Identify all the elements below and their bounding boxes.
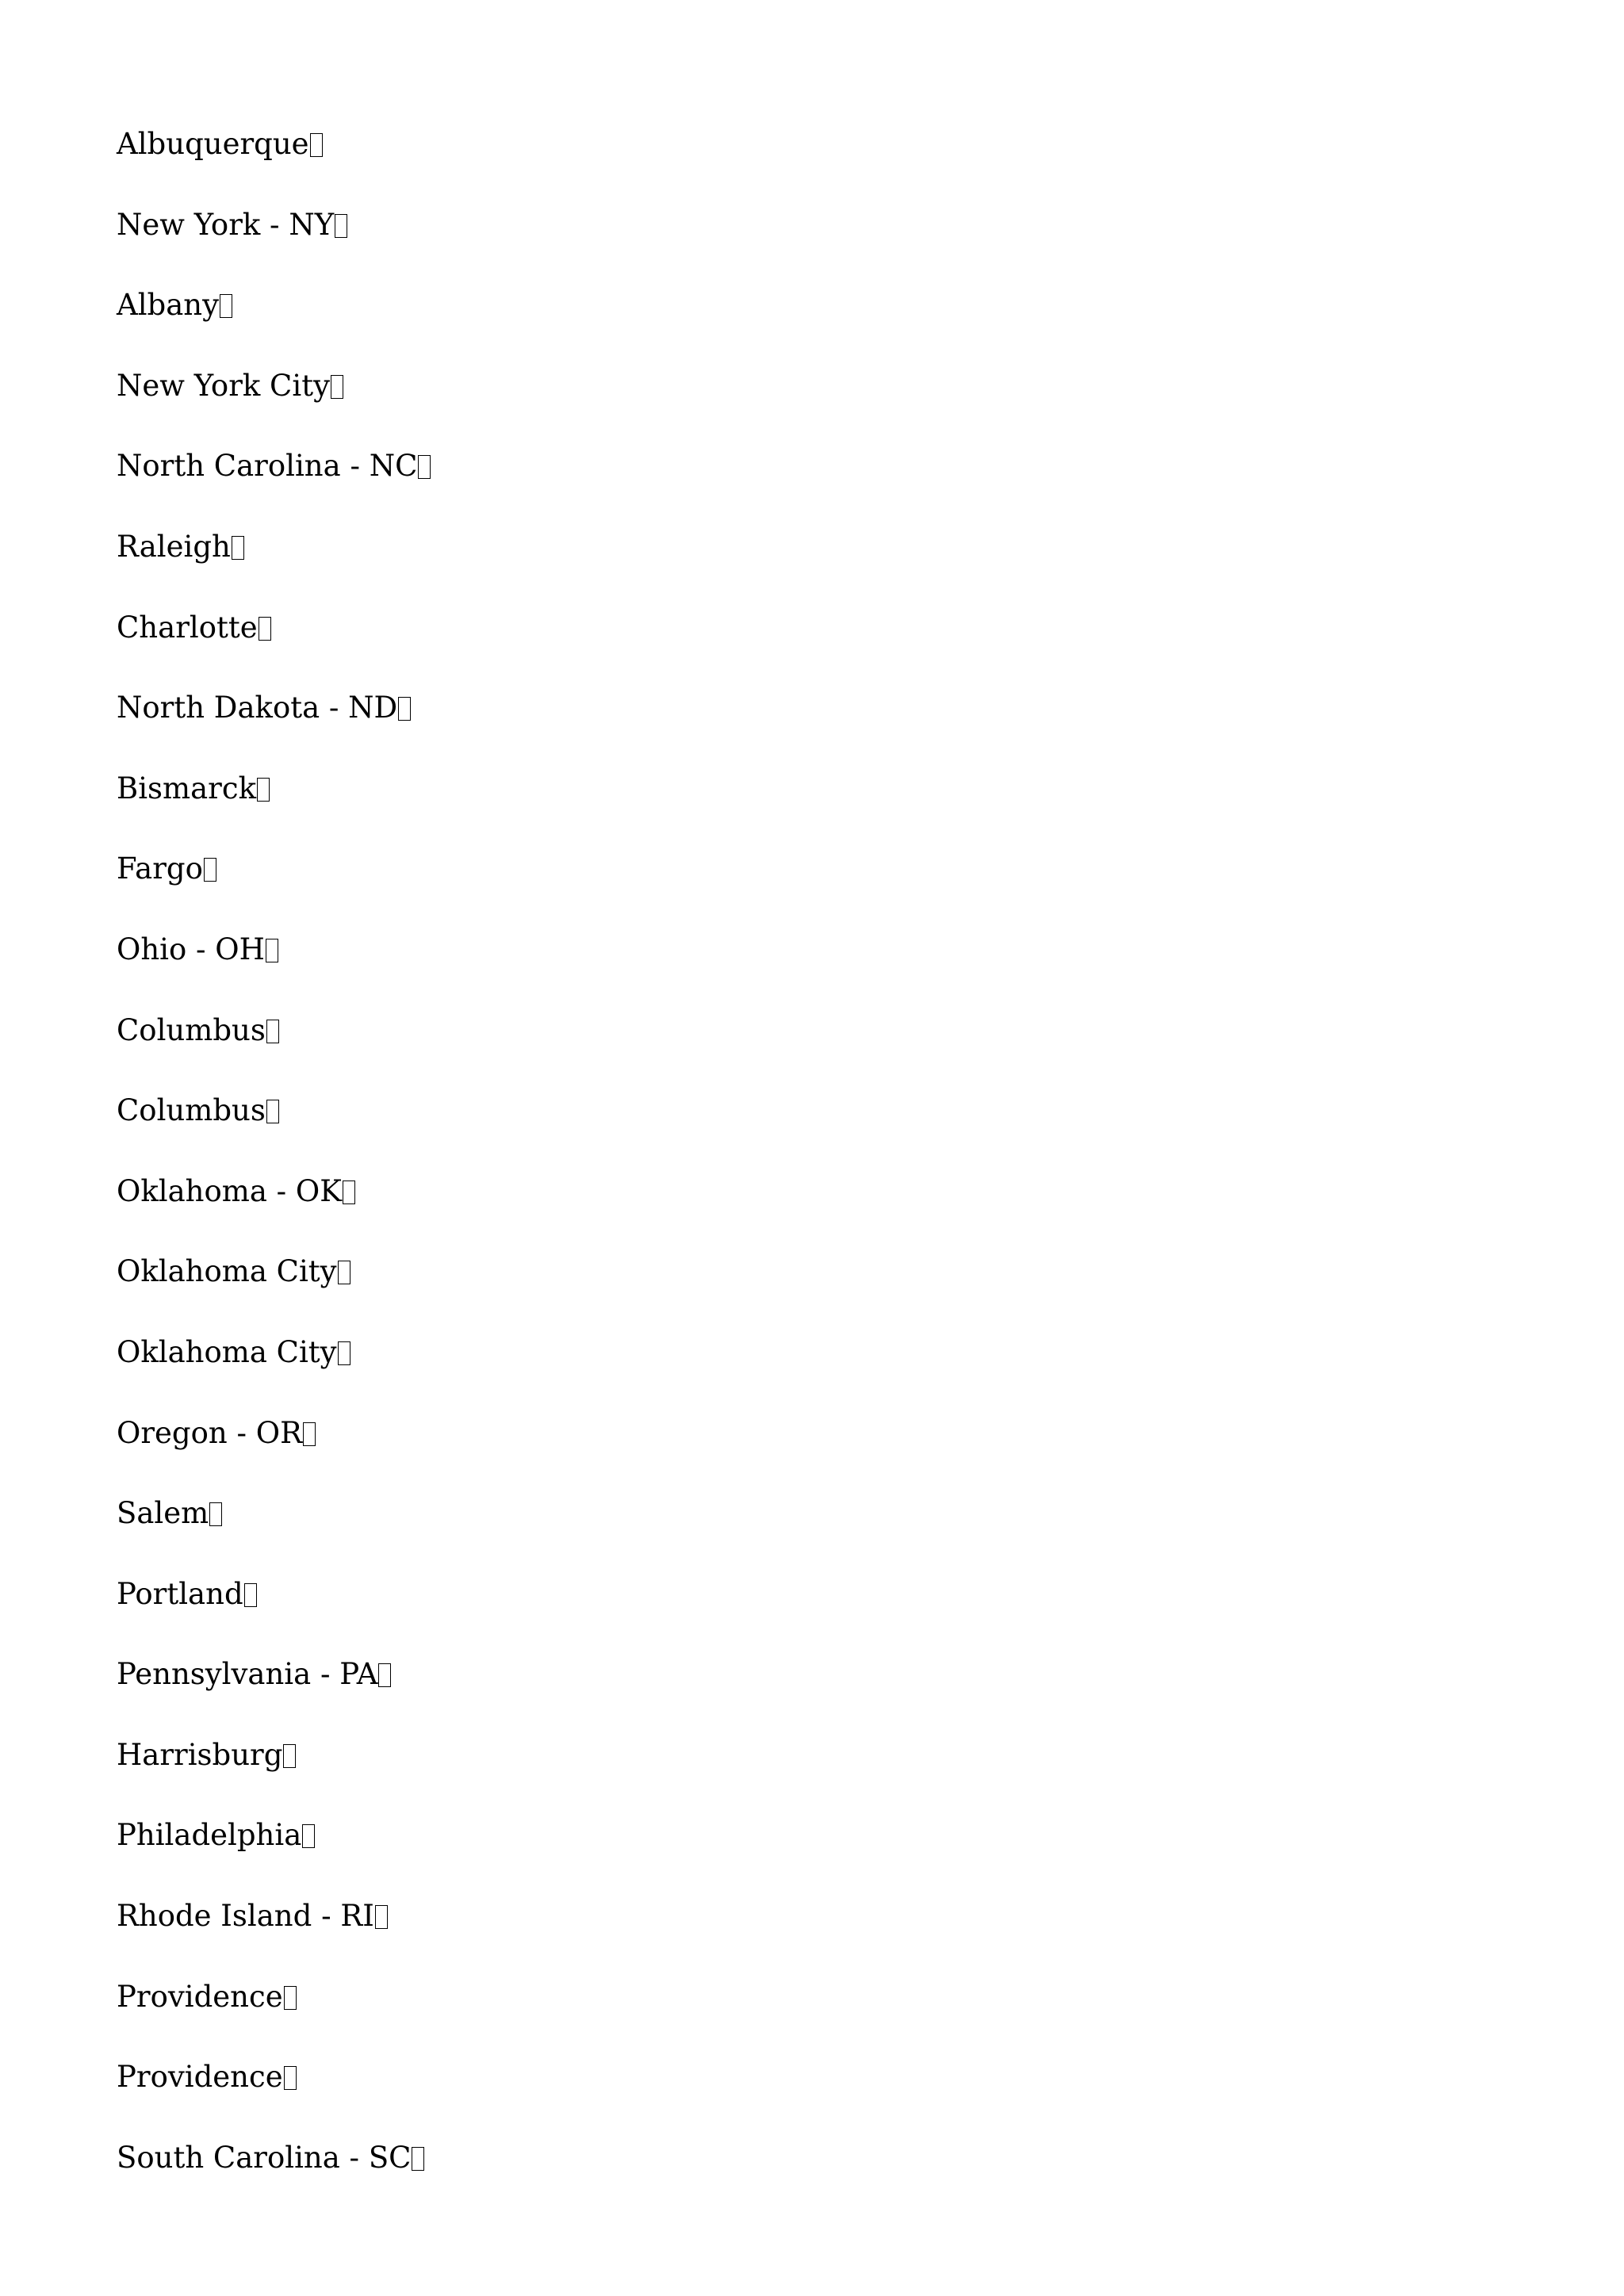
line-text: Oklahoma City	[117, 1254, 337, 1289]
list-line	[117, 1488, 431, 1569]
line-text: Oklahoma City	[117, 1334, 337, 1369]
missing-glyph-icon	[259, 617, 271, 641]
line-text: Albuquerque	[117, 127, 309, 161]
list-line	[117, 763, 431, 844]
missing-glyph-icon	[303, 1422, 316, 1446]
missing-glyph-icon	[418, 455, 431, 479]
line-text: Portland	[117, 1576, 243, 1611]
missing-glyph-icon	[220, 294, 232, 318]
missing-glyph-icon	[266, 939, 278, 962]
list-line	[117, 200, 431, 281]
line-text: Rhode Island - RI	[117, 1899, 374, 1934]
missing-glyph-icon	[378, 1663, 391, 1687]
line-text: Columbus	[117, 1093, 266, 1128]
line-text: Albany	[117, 288, 220, 323]
list-line	[117, 1730, 431, 1811]
line-text: South Carolina - SC	[117, 2140, 412, 2175]
list-line	[117, 1569, 431, 1650]
line-text: Bismarck	[117, 771, 256, 806]
list-line	[117, 1246, 431, 1327]
line-text: Oklahoma - OK	[117, 1173, 342, 1208]
list-line	[117, 1972, 431, 2053]
line-text: New York - NY	[117, 207, 335, 242]
missing-glyph-icon	[266, 1020, 279, 1043]
missing-glyph-icon	[283, 1744, 296, 1768]
list-line	[117, 924, 431, 1005]
list-line	[117, 1891, 431, 1972]
line-text: Salem	[117, 1496, 209, 1531]
line-text: Fargo	[117, 851, 203, 886]
list-line	[117, 1408, 431, 1489]
missing-glyph-icon	[310, 133, 323, 157]
list-line	[117, 2052, 431, 2133]
list-line	[117, 441, 431, 522]
line-text: North Dakota - ND	[117, 691, 398, 725]
line-text: Philadelphia	[117, 1818, 302, 1853]
list-line	[117, 603, 431, 683]
line-text: Providence	[117, 1979, 283, 2014]
line-text: Charlotte	[117, 610, 258, 645]
line-text: Harrisburg	[117, 1737, 283, 1772]
missing-glyph-icon	[284, 1986, 297, 2010]
missing-glyph-icon	[398, 697, 411, 721]
missing-glyph-icon	[257, 778, 270, 802]
missing-glyph-icon	[331, 375, 343, 399]
missing-glyph-icon	[266, 1100, 279, 1123]
line-text: Columbus	[117, 1012, 266, 1047]
list-line	[117, 1327, 431, 1408]
line-text: New York City	[117, 368, 330, 403]
missing-glyph-icon	[284, 2066, 297, 2090]
missing-glyph-icon	[204, 858, 216, 882]
list-line	[117, 1005, 431, 1086]
list-line	[117, 1810, 431, 1891]
list-line	[117, 522, 431, 603]
missing-glyph-icon	[302, 1824, 315, 1848]
missing-glyph-icon	[343, 1181, 355, 1204]
line-text: Oregon - OR	[117, 1415, 302, 1450]
missing-glyph-icon	[375, 1905, 388, 1929]
list-line	[117, 844, 431, 924]
line-text: North Carolina - NC	[117, 449, 418, 484]
list-line	[117, 1085, 431, 1166]
city-state-list	[117, 119, 431, 2213]
list-line	[117, 683, 431, 763]
list-line	[117, 2133, 431, 2214]
list-line	[117, 1166, 431, 1247]
list-line	[117, 361, 431, 442]
missing-glyph-icon	[232, 536, 244, 560]
missing-glyph-icon	[412, 2147, 424, 2171]
line-text: Pennsylvania - PA	[117, 1657, 378, 1692]
list-line	[117, 280, 431, 361]
line-text: Raleigh	[117, 529, 231, 564]
list-line	[117, 119, 431, 200]
line-text: Providence	[117, 2060, 283, 2095]
missing-glyph-icon	[338, 1261, 350, 1284]
missing-glyph-icon	[209, 1502, 222, 1526]
missing-glyph-icon	[244, 1583, 257, 1607]
list-line	[117, 1649, 431, 1730]
missing-glyph-icon	[335, 214, 347, 238]
line-text: Ohio - OH	[117, 932, 265, 966]
missing-glyph-icon	[338, 1341, 350, 1365]
